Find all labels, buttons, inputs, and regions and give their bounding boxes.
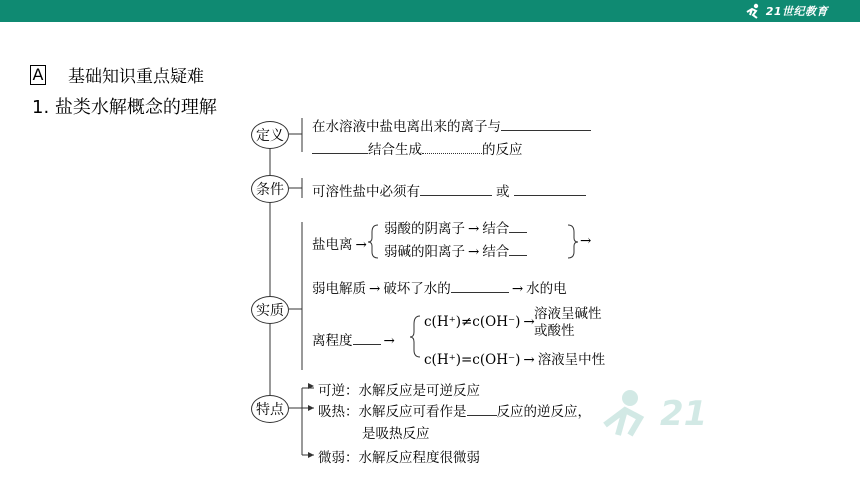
eq-row: [424, 348, 605, 368]
degree-row: [312, 329, 398, 349]
neq-row: [424, 314, 538, 330]
node-essence-label: 实质: [256, 303, 284, 319]
blank-field: [312, 141, 368, 154]
weak-electrolyte-row: [312, 277, 567, 297]
arrow-right-icon: →: [523, 352, 535, 368]
node-feature-label: 特点: [256, 402, 284, 418]
watermark-logo-icon: [600, 380, 820, 454]
def-line-1: [312, 115, 591, 135]
blank-field: [509, 243, 527, 256]
feature-endothermic-2: [362, 422, 430, 442]
weak-base-label: 弱碱的阳离子: [384, 244, 465, 260]
feature-endothermic: [318, 400, 591, 420]
arrow-right-icon: →: [468, 221, 480, 237]
blank-field: [422, 141, 482, 154]
feature-endo-text-b: 反应的逆反应，: [496, 404, 591, 420]
def-text-1: 在水溶液中盐电离出来的离子与: [312, 119, 501, 135]
water-ion-label: 水的电: [526, 281, 567, 297]
destroy-label: 破坏了水的: [383, 281, 451, 297]
blank-field: [514, 183, 586, 196]
weak-acid-row: [384, 217, 527, 237]
blank-field: [420, 183, 492, 196]
svg-text:21: 21: [660, 394, 708, 434]
node-essence: [251, 296, 289, 324]
salt-ionize: [312, 233, 370, 253]
blank-field: [509, 220, 527, 233]
weak-base-row: [384, 240, 527, 260]
feature-reversible: [318, 379, 480, 399]
logo-text: 21世纪教育: [765, 5, 828, 18]
weak-elec-label: 弱电解质: [312, 281, 366, 297]
blank-field: [451, 280, 509, 293]
node-definition-label: 定义: [256, 128, 284, 144]
feature-rev-text: 可逆：水解反应是可逆反应: [318, 383, 480, 399]
arrow-right-icon: →: [580, 233, 592, 249]
weak-acid-label: 弱酸的阴离子: [384, 221, 465, 237]
section-badge: A: [30, 65, 46, 85]
def-text-2: 结合生成: [368, 142, 422, 158]
result-basic: [534, 306, 602, 340]
section-title: 基础知识重点疑难: [68, 67, 204, 87]
node-condition: [251, 175, 289, 203]
salt-ion-label: 盐电离: [312, 237, 353, 253]
arrow-right-icon: →: [355, 237, 367, 253]
blank-field: [467, 403, 497, 416]
brace-arrow: [580, 233, 591, 249]
blank-field: [501, 118, 591, 131]
blank-field: [353, 332, 381, 345]
topic-title: 1. 盐类水解概念的理解: [32, 97, 217, 118]
feature-endo-text-c: 是吸热反应: [362, 426, 430, 442]
feature-weak: [318, 446, 480, 466]
cond-or: 或: [496, 184, 510, 200]
cond-line: [312, 180, 586, 200]
node-condition-label: 条件: [256, 182, 284, 198]
arrow-right-icon: →: [523, 314, 535, 330]
def-line-2: [312, 138, 523, 158]
combine-label: 结合: [482, 244, 510, 260]
result-basic-line2: 或酸性: [534, 323, 575, 339]
arrow-right-icon: →: [468, 244, 480, 260]
arrow-right-icon: →: [383, 333, 395, 349]
cond-text: 可溶性盐中必须有: [312, 184, 420, 200]
degree-label: 离程度: [312, 333, 353, 349]
def-text-3: 的反应: [482, 142, 523, 158]
result-basic-line1: 溶液呈碱性: [534, 306, 602, 322]
node-definition: [251, 121, 289, 149]
eq-label: c(H⁺)=c(OH⁻): [424, 352, 521, 368]
neq-label: c(H⁺)≠c(OH⁻): [424, 314, 521, 330]
feature-endo-text-a: 吸热：水解反应可看作是: [318, 404, 467, 420]
combine-label: 结合: [482, 221, 510, 237]
node-feature: [251, 395, 289, 423]
result-neutral: 溶液呈中性: [537, 352, 606, 368]
feature-weak-text: 微弱：水解反应程度很微弱: [318, 450, 480, 466]
arrow-right-icon: →: [369, 281, 381, 297]
arrow-right-icon: →: [511, 281, 524, 297]
